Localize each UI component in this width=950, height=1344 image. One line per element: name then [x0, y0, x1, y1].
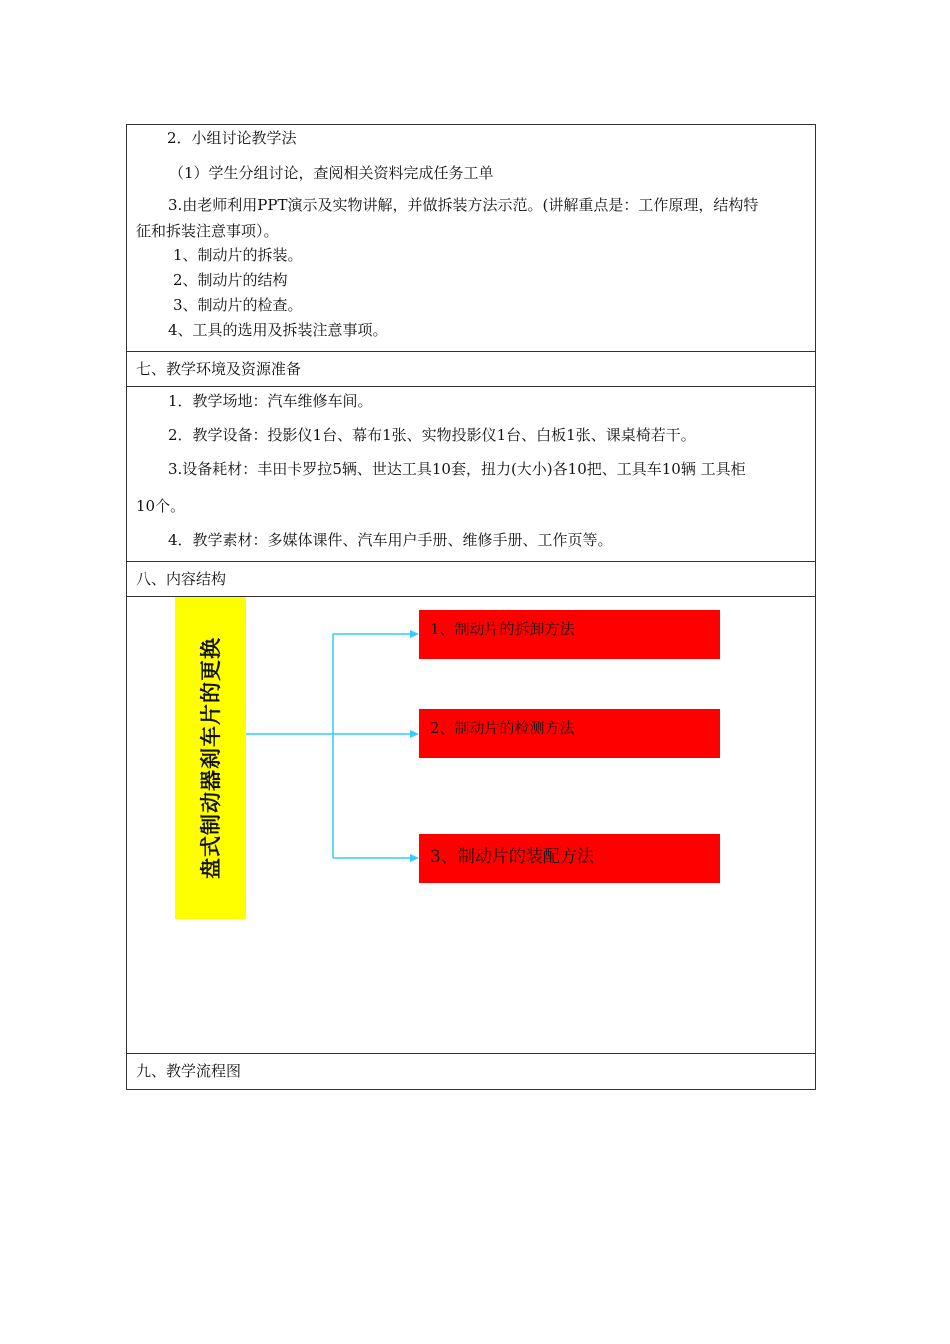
section6-line: 1、制动片的拆装。 — [173, 246, 303, 264]
diagram-branch-label: 3、制动片的装配方法 — [430, 847, 594, 867]
section6-line: （1）学生分组讨论，查阅相关资料完成任务工单 — [169, 164, 494, 182]
section6-content — [127, 125, 815, 352]
section7-line: 10个。 — [136, 497, 186, 515]
section6-line: 3.由老师利用PPT演示及实物讲解，并做拆装方法示范。(讲解重点是：工作原理，结构特 — [168, 196, 759, 214]
diagram-branch-label: 1、制动片的拆卸方法 — [430, 620, 575, 638]
connector-arrow-1 — [410, 630, 419, 638]
section7-line: 3.设备耗材：丰田卡罗拉5辆、世达工具10套，扭力(大小)各10把、工具车10辆 工具柜 — [168, 460, 746, 478]
section7-line: 1．教学场地：汽车维修车间。 — [168, 392, 373, 410]
section6-line: 3、制动片的检查。 — [173, 296, 303, 314]
section6-line: 2．小组讨论教学法 — [167, 129, 297, 147]
diagram-root-label: 盘式制动器刹车片的更换 — [198, 637, 223, 879]
diagram-connectors — [127, 597, 815, 1054]
section9-heading: 九、教学流程图 — [136, 1062, 242, 1080]
section6-line: 4、工具的选用及拆装注意事项。 — [168, 321, 388, 339]
diagram-branch-box — [419, 834, 720, 883]
section8-heading: 八、内容结构 — [136, 570, 227, 588]
section7-heading: 七、教学环境及资源准备 — [136, 360, 302, 378]
content-structure-diagram — [127, 597, 815, 1054]
section7-heading-row — [127, 352, 815, 387]
section6-line: 2、制动片的结构 — [173, 271, 288, 289]
section7-line: 2．教学设备：投影仪1台、幕布1张、实物投影仪1台、白板1张、课桌椅若干。 — [168, 426, 696, 444]
section6-line: 征和拆装注意事项）。 — [136, 222, 279, 240]
diagram-branch-box — [419, 709, 720, 758]
section9-heading-row — [127, 1054, 815, 1089]
section8-heading-row — [127, 562, 815, 597]
lesson-plan-table — [126, 124, 816, 1090]
connector-arrow-3 — [410, 854, 419, 862]
section7-line: 4．教学素材：多媒体课件、汽车用户手册、维修手册、工作页等。 — [168, 531, 613, 549]
section7-content — [127, 387, 815, 562]
connector-arrow-2 — [410, 730, 419, 738]
diagram-branch-box — [419, 610, 720, 659]
diagram-branch-label: 2、制动片的检测方法 — [430, 719, 575, 737]
